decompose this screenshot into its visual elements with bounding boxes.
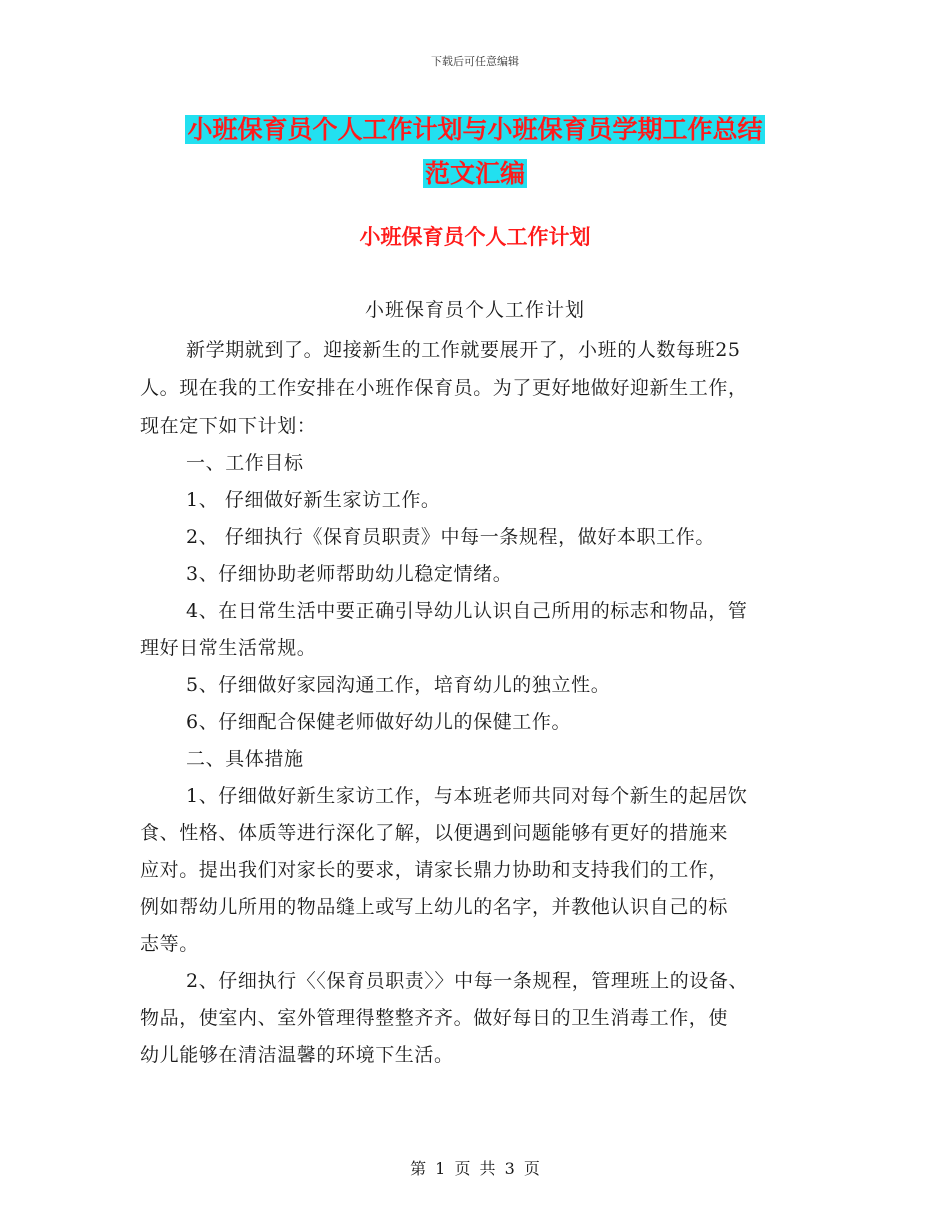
body-line-14: 食、性格、体质等进行深化了解，以便遇到问题能够有更好的措施来 [140,822,729,844]
body-line-1: 新学期就到了。迎接新生的工作就要展开了，小班的人数每班25 [186,339,741,361]
document-title-text-1: 小班保育员个人工作计划与小班保育员学期工作总结 [187,115,763,144]
body-line-18: 2、仔细执行〈〈保育员职责〉〉中每一条规程，管理班上的设备、 [186,970,749,992]
body-line-11: 6、仔细配合保健老师做好幼儿的保健工作。 [186,711,572,733]
body-line-20: 幼儿能够在清洁温馨的环境下生活。 [140,1044,454,1066]
body-line-17: 志等。 [140,933,199,955]
section-title: 小班保育员个人工作计划 [359,225,591,249]
body-line-15: 应对。提出我们对家长的要求，请家长鼎力协助和支持我们的工作， [140,859,729,881]
body-line-19: 物品，使室内、室外管理得整整齐齐。做好每日的卫生消毒工作，使 [140,1007,729,1029]
body-line-9: 理好日常生活常规。 [140,637,317,659]
body-line-2: 人。现在我的工作安排在小班作保育员。为了更好地做好迎新生工作， [140,377,748,399]
body-line-16: 例如帮幼儿所用的物品缝上或写上幼儿的名字，并教他认识自己的标 [140,896,729,918]
body-line-12: 二、具体措施 [186,748,304,770]
header-note: 下载后可任意编辑 [431,55,519,68]
body-line-3: 现在定下如下计划： [140,415,317,437]
document-title-line-2 [0,157,950,191]
body-line-8: 4、在日常生活中要正确引导幼儿认识自己所用的标志和物品，管 [186,600,748,622]
body-line-7: 3、仔细协助老师帮助幼儿稳定情绪。 [186,563,513,585]
document-title-line-1 [0,113,950,147]
body-line-5: 1、 仔细做好新生家访工作。 [186,489,441,511]
body-line-10: 5、仔细做好家园沟通工作，培育幼儿的独立性。 [186,674,611,696]
subtitle: 小班保育员个人工作计划 [364,299,585,321]
page-footer: 第 1 页 共 3 页 [410,1159,540,1178]
document-title-text-2: 范文汇编 [424,159,525,188]
body-line-6: 2、 仔细执行《保育员职责》中每一条规程，做好本职工作。 [186,526,715,548]
body-line-13: 1、仔细做好新生家访工作，与本班老师共同对每个新生的起居饮 [186,785,748,807]
body-line-4: 一、工作目标 [186,452,304,474]
